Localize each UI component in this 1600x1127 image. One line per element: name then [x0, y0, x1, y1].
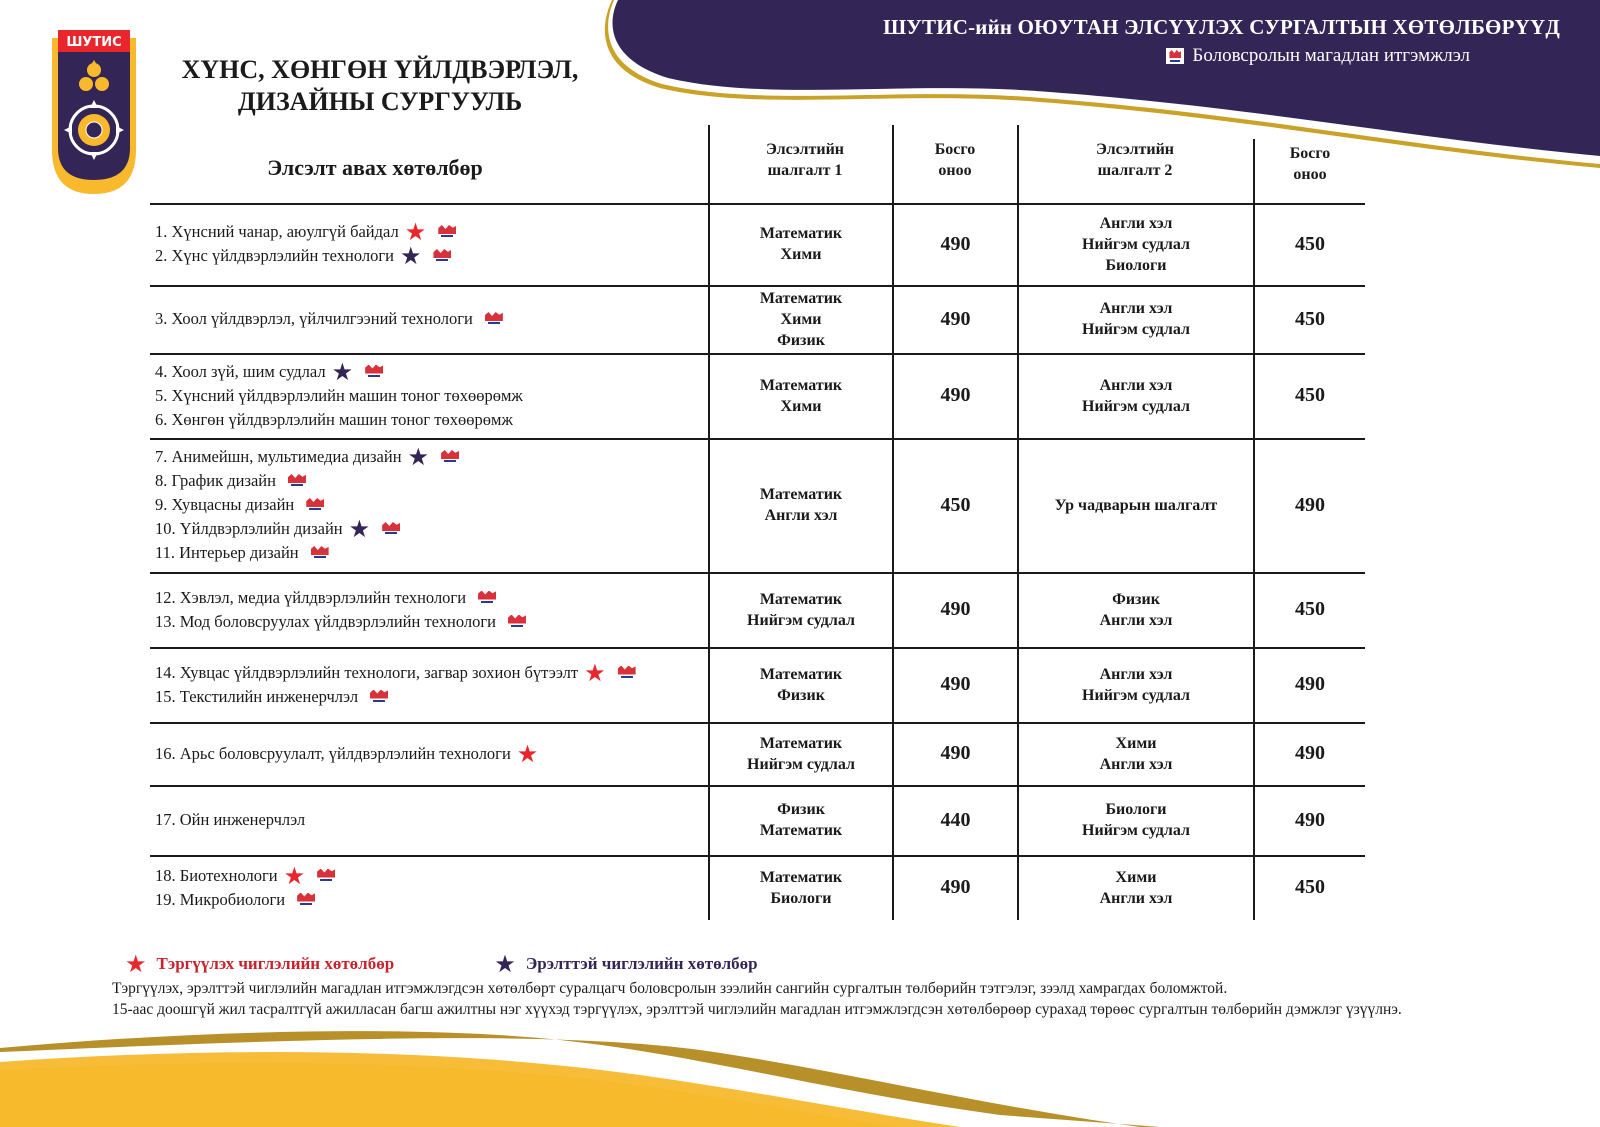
threshold-score-1: 490: [940, 876, 971, 898]
threshold-score-1: 490: [940, 384, 971, 406]
exam-2-subjects-line: Биологи: [1105, 256, 1167, 274]
table-row: [150, 855, 1390, 920]
exam-1-subjects: [710, 647, 892, 722]
banner-subtitle: [1166, 45, 1470, 67]
row-divider: [150, 722, 1365, 724]
program-list: [155, 647, 638, 722]
program-item: [155, 493, 461, 517]
footnote-1: Тэргүүлэх, эрэлттэй чиглэлийн магадлан итгэмжлэгдсэн хөтөлбөрт суралцагч боловсролын зээлийн сангийн сургалтын төлбөрийн тэтгэлэг, зээлд хамрагдах боломжтой.: [112, 980, 1228, 997]
exam-1-subjects-line: Математик: [759, 734, 843, 752]
program-name: 11. Интерьер дизайн: [155, 543, 299, 562]
exam-2-subjects-line: Англи хэл: [1099, 889, 1173, 907]
program-name: 10. Үйлдвэрлэлийн дизайн: [155, 519, 343, 538]
exam-2-subjects-line: Англи хэл: [1099, 214, 1173, 232]
header-score-2-line-2: оноо: [1293, 166, 1327, 183]
legend: [125, 950, 758, 978]
program-name: 5. Хүнсний үйлдвэрлэлийн машин тоног төхөөрөмж: [155, 385, 523, 405]
threshold-score-2: 450: [1295, 232, 1325, 255]
program-name: 6. Хөнгөн үйлдвэрлэлийн машин тоног төхөөрөмж: [155, 409, 513, 429]
accreditation-badge-icon: [368, 690, 390, 704]
program-name: 4. Хоол зүй, шим судлал: [155, 361, 326, 381]
exam-1-subjects-line: Хими: [780, 246, 822, 263]
exam-2-subjects-line: Нийгэм судлал: [1082, 822, 1190, 839]
exam-1-subjects-line: Биологи: [770, 889, 832, 907]
exam-1-subjects-line: Нийгэм судлал: [747, 755, 855, 773]
exam-2-subjects-line: Англи хэл: [1099, 755, 1173, 773]
exam-2-subjects-line: Англи хэл: [1099, 376, 1173, 394]
accreditation-badge-icon: [304, 498, 326, 512]
navy-star-icon: ★: [399, 242, 422, 270]
banner-subtitle-text: Боловсролын магадлан итгэмжлэл: [1192, 45, 1470, 66]
exam-2-subjects-line: Хими: [1115, 734, 1157, 752]
program-item: [155, 469, 461, 493]
exam-2-subjects: [1019, 855, 1253, 920]
exam-1-subjects-line: Физик: [777, 331, 825, 349]
exam-2-subjects-line: Нийгэм судлал: [1082, 321, 1190, 338]
exam-1-subjects-line: Нийгэм судлал: [747, 611, 855, 629]
column-divider: [1253, 139, 1255, 920]
threshold-score-2: 490: [1295, 742, 1325, 764]
program-list: [155, 438, 461, 572]
program-name: 7. Анимейшн, мультимедиа дизайн: [155, 447, 402, 466]
program-list: [155, 285, 505, 353]
header-score-2-line-1: Босго: [1289, 145, 1331, 162]
navy-star-icon: ★: [407, 443, 430, 471]
threshold-score-1: 490: [940, 742, 971, 764]
program-name: 18. Биотехнологи: [155, 865, 278, 885]
red-star-icon: ★: [125, 950, 147, 978]
school-title-line-2: ДИЗАЙНЫ СУРГУУЛЬ: [237, 87, 523, 116]
accreditation-badge-icon: [309, 546, 331, 560]
threshold-score-2: 450: [1295, 598, 1325, 620]
university-logo: [50, 30, 138, 194]
program-list: [155, 572, 528, 647]
exam-2-subjects: [1019, 722, 1253, 785]
row-divider: [150, 647, 1365, 649]
program-name: 13. Мод боловсруулах үйлдвэрлэлийн технологи: [155, 611, 496, 631]
program-item: [155, 517, 461, 541]
threshold-score-2: 490: [1295, 808, 1325, 831]
accreditation-badge-icon: [363, 365, 385, 379]
header-exam-2-line-2: шалгалт 2: [1097, 162, 1173, 179]
threshold-score-1: 490: [940, 598, 971, 620]
legend-priority-label: Тэргүүлэх чиглэлийн хөтөлбөр: [156, 954, 395, 973]
header-program: Элсэлт авах хөтөлбөр: [267, 155, 483, 180]
table-row: [150, 353, 1390, 438]
program-list: [155, 785, 305, 855]
program-item: [155, 541, 461, 565]
legend-demand: [494, 950, 758, 978]
red-star-icon: ★: [404, 218, 427, 246]
program-item: [155, 658, 638, 687]
exam-2-subjects-line: Физик: [1112, 590, 1160, 608]
exam-1-subjects: [710, 285, 892, 353]
accreditation-badge-icon: [476, 591, 498, 605]
exam-1-subjects-line: Англи хэл: [764, 507, 838, 524]
accreditation-badge-icon: [315, 869, 337, 883]
row-divider: [150, 855, 1365, 857]
exam-1-subjects-line: Математик: [759, 590, 843, 608]
header-exam-1-line-2: шалгалт 1: [767, 162, 843, 179]
program-item: [155, 586, 528, 610]
row-divider: [150, 353, 1365, 355]
program-item: [155, 244, 458, 268]
program-list: [155, 353, 523, 438]
exam-1-subjects-line: Математик: [759, 665, 843, 683]
program-item: [155, 685, 638, 709]
red-star-icon: ★: [283, 861, 306, 890]
exam-1-subjects: [710, 438, 892, 572]
row-divider: [150, 203, 1365, 205]
exam-1-subjects-line: Математик: [759, 225, 843, 242]
red-star-icon: ★: [516, 739, 539, 768]
exam-2-subjects-line: Англи хэл: [1099, 665, 1173, 683]
table-row: [150, 203, 1390, 285]
exam-2-subjects-line: Нийгэм судлал: [1082, 686, 1190, 704]
exam-2-subjects-line: Нийгэм судлал: [1082, 235, 1190, 253]
program-name: 14. Хувцас үйлдвэрлэлийн технологи, загвар зохион бүтээлт: [155, 662, 579, 682]
accreditation-badge-icon: [506, 615, 528, 629]
exam-2-subjects: [1019, 647, 1253, 722]
table-row: [150, 785, 1390, 855]
exam-2-subjects: [1019, 572, 1253, 647]
table-row: [150, 572, 1390, 647]
accreditation-badge-icon: [616, 666, 638, 680]
row-divider: [150, 572, 1365, 574]
header-score-1-line-2: оноо: [938, 162, 972, 179]
program-name: 12. Хэвлэл, медиа үйлдвэрлэлийн технологи: [155, 587, 467, 607]
header-exam-2-line-1: Элсэлтийн: [1095, 141, 1175, 158]
threshold-score-1: 490: [940, 673, 971, 695]
program-list: [155, 203, 458, 285]
table-row: [150, 722, 1390, 785]
program-name: 1. Хүнсний чанар, аюулгүй байдал: [155, 222, 399, 241]
accreditation-badge-icon: [1166, 48, 1184, 64]
exam-1-subjects: [710, 855, 892, 920]
column-divider: [1017, 125, 1019, 920]
header-score-2: [1255, 143, 1365, 185]
row-divider: [150, 285, 1365, 287]
threshold-score-1: 440: [940, 808, 971, 831]
school-title-line-1: ХҮНС, ХӨНГӨН ҮЙЛДВЭРЛЭЛ,: [181, 55, 579, 84]
header-score-1-line-1: Босго: [934, 141, 976, 158]
exam-1-subjects: [710, 722, 892, 785]
accreditation-badge-icon: [431, 249, 453, 263]
logo-text: ШУТИС: [66, 35, 122, 50]
row-divider: [150, 438, 1365, 440]
threshold-score-2: 450: [1295, 876, 1325, 898]
program-item: [155, 307, 505, 331]
program-name: 17. Ойн инженерчлэл: [155, 810, 306, 829]
exam-1-subjects-line: Математик: [759, 486, 843, 503]
threshold-score-1: 450: [940, 493, 971, 516]
navy-star-icon: ★: [494, 950, 516, 978]
threshold-score-1: 490: [940, 307, 971, 330]
exam-2-subjects-line: Ур чадварын шалгалт: [1054, 496, 1218, 514]
program-name: 8. График дизайн: [155, 471, 276, 490]
exam-1-subjects: [710, 203, 892, 285]
threshold-score-2: 450: [1295, 307, 1325, 330]
header-exam-1-line-1: Элсэлтийн: [765, 141, 845, 158]
exam-2-subjects-line: Англи хэл: [1099, 300, 1173, 317]
exam-2-subjects-line: Англи хэл: [1099, 611, 1173, 629]
banner-title: ШУТИС-ийн ОЮУТАН ЭЛСҮҮЛЭХ СУРГАЛТЫН ХӨТӨЛБӨРҮҮД: [883, 15, 1560, 39]
threshold-score-2: 490: [1295, 493, 1325, 516]
table-row: [150, 285, 1390, 353]
program-item: [155, 357, 523, 386]
exam-2-subjects: [1019, 353, 1253, 438]
program-item: [155, 445, 461, 469]
accreditation-badge-icon: [483, 312, 505, 326]
school-title: [170, 54, 590, 118]
program-item: [155, 220, 458, 244]
program-item: [155, 610, 528, 634]
footnote-2: 15-аас доошгүй жил тасралтгүй ажилласан багш ажилтны нэг хүүхэд тэргүүлэх, эрэлттэй чиглэлийн магадлан итгэмжлэгдсэн хөтөлбөрөөр сурахад төрөөс сургалтын төлбөрийн дэмжлэг үзүүлнэ.: [112, 1001, 1402, 1018]
exam-1-subjects-line: Хими: [780, 397, 822, 415]
program-item: [155, 408, 523, 432]
exam-1-subjects-line: Математик: [759, 868, 843, 886]
program-name: 16. Арьс боловсруулалт, үйлдвэрлэлийн технологи: [155, 743, 511, 763]
threshold-score-2: 450: [1295, 384, 1325, 406]
column-divider: [708, 125, 710, 920]
program-name: 3. Хоол үйлдвэрлэл, үйлчилгээний технологи: [155, 309, 473, 328]
exam-1-subjects-line: Математик: [759, 289, 843, 307]
exam-2-subjects-line: Нийгэм судлал: [1082, 397, 1190, 415]
header-exam-1: [710, 139, 900, 181]
program-item: [155, 861, 337, 890]
accreditation-badge-icon: [380, 522, 402, 536]
exam-1-subjects-line: Физик: [777, 686, 825, 704]
accreditation-badge-icon: [439, 450, 461, 464]
admission-table: [150, 125, 1390, 909]
red-star-icon: ★: [584, 658, 606, 687]
exam-2-subjects: [1019, 203, 1253, 285]
threshold-score-1: 490: [940, 232, 971, 255]
exam-1-subjects-line: Физик: [777, 801, 825, 818]
program-item: [155, 808, 305, 832]
navy-star-icon: ★: [348, 515, 371, 543]
program-name: 9. Хувцасны дизайн: [155, 495, 295, 514]
table-header: [150, 125, 1390, 203]
accreditation-badge-icon: [295, 893, 317, 907]
exam-1-subjects-line: Математик: [759, 822, 843, 839]
program-name: 2. Хүнс үйлдвэрлэлийн технологи: [155, 246, 394, 265]
accreditation-badge-icon: [436, 225, 458, 239]
row-divider: [150, 785, 1365, 787]
program-item: [155, 384, 523, 408]
exam-1-subjects: [710, 785, 892, 855]
legend-demand-label: Эрэлттэй чиглэлийн хөтөлбөр: [525, 954, 758, 973]
bottom-gold-wave-2: [0, 1052, 960, 1127]
accreditation-badge-icon: [286, 474, 308, 488]
exam-1-subjects-line: Хими: [780, 310, 822, 328]
exam-1-subjects-line: Математик: [759, 376, 843, 394]
column-divider: [892, 125, 894, 920]
footnotes: [112, 978, 1472, 1020]
exam-1-subjects: [710, 353, 892, 438]
program-item: [155, 739, 539, 768]
program-item: [155, 888, 337, 912]
exam-2-subjects: [1019, 438, 1253, 572]
exam-2-subjects: [1019, 785, 1253, 855]
exam-2-subjects-line: Биологи: [1105, 801, 1167, 818]
exam-2-subjects-line: Хими: [1115, 868, 1157, 886]
table-row: [150, 438, 1390, 572]
legend-priority: [125, 950, 395, 978]
navy-star-icon: ★: [331, 357, 354, 386]
header-score-1: [895, 139, 1015, 181]
exam-1-subjects: [710, 572, 892, 647]
program-list: [155, 722, 538, 785]
threshold-score-2: 490: [1295, 673, 1325, 695]
header-exam-2: [1020, 139, 1250, 181]
program-list: [155, 855, 337, 920]
table-row: [150, 647, 1390, 722]
program-name: 15. Текстилийн инженерчлэл: [155, 686, 359, 706]
program-name: 19. Микробиологи: [155, 889, 286, 909]
exam-2-subjects: [1019, 285, 1253, 353]
